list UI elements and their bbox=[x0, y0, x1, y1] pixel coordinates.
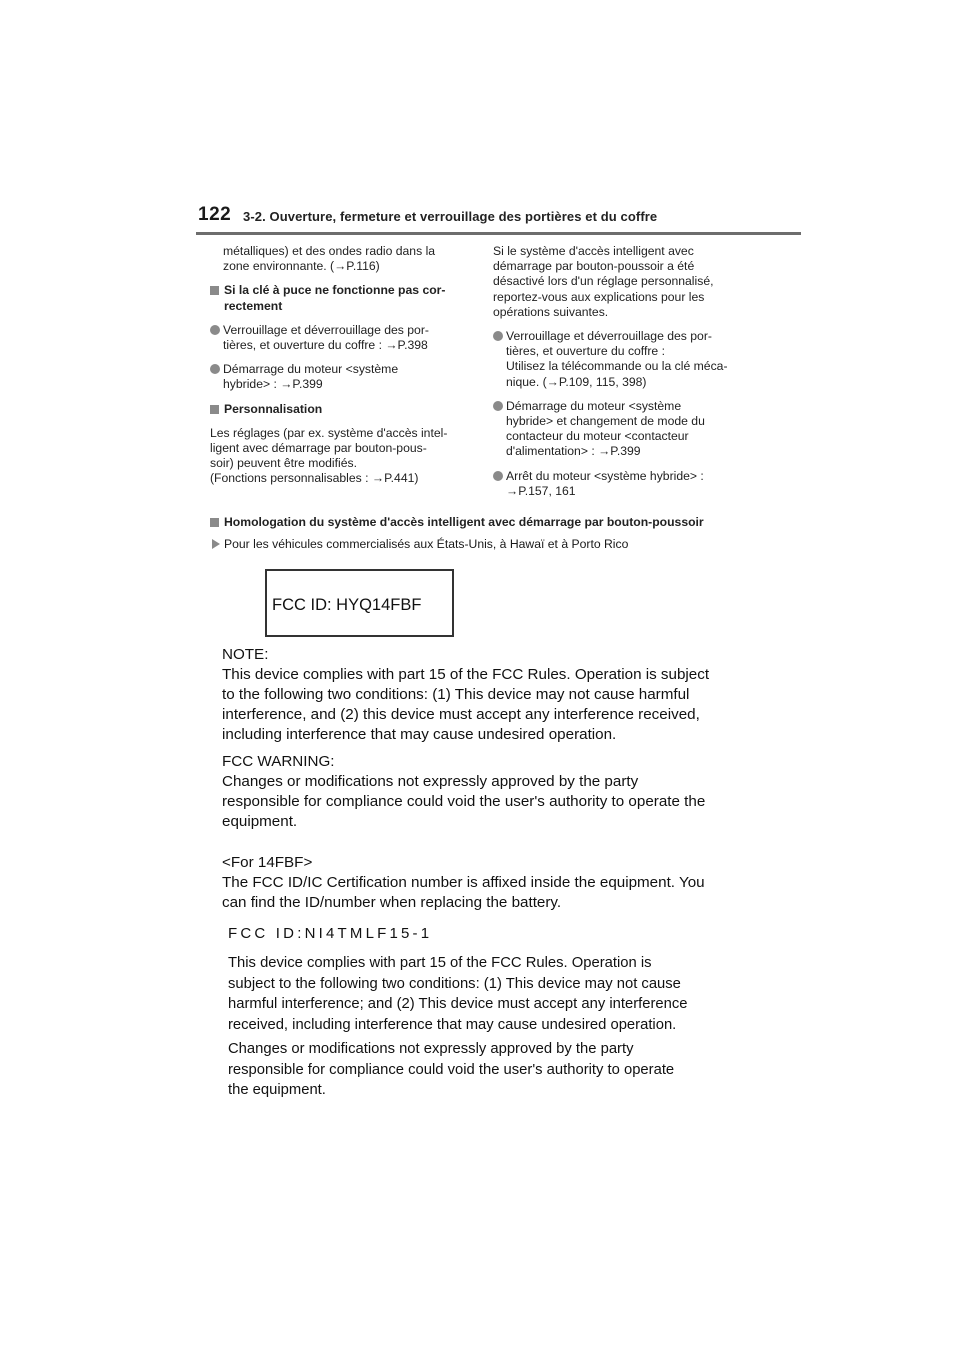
text-line: This device complies with part 15 of the FCC Rules. Operation is bbox=[228, 955, 652, 971]
bullet-item bbox=[493, 399, 758, 460]
text-line: equipment. bbox=[222, 813, 298, 830]
text-line: zone environnante. (→P.116) bbox=[223, 259, 380, 274]
square-bullet-icon bbox=[210, 405, 219, 414]
fcc-for14fbf bbox=[222, 853, 752, 913]
header-rule bbox=[196, 232, 801, 235]
personalization-heading bbox=[210, 402, 472, 417]
triangle-bullet-icon bbox=[212, 539, 220, 549]
text-line: interference, and (2) this device must accept any interference received, bbox=[222, 706, 700, 723]
fcc-id-box bbox=[265, 569, 454, 637]
text-line: subject to the following two conditions: (1) This device may not cause bbox=[228, 975, 681, 992]
text-line: Homologation du système d'accès intelligent avec démarrage par bouton-poussoir bbox=[224, 515, 704, 529]
bullet-item bbox=[210, 323, 472, 353]
circle-bullet-icon bbox=[493, 331, 503, 341]
text-line: FCC WARNING: bbox=[222, 753, 335, 770]
fcc-id-2: FCC ID:NI4TMLF15-1 bbox=[228, 925, 433, 942]
text-line: received, including interference that may cause undesired operation. bbox=[228, 1016, 677, 1033]
text-line: responsible for compliance could void the user's authority to operate bbox=[228, 1061, 675, 1078]
text-line: désactivé lors d'un réglage personnalisé, bbox=[493, 274, 714, 289]
text-line: hybride> : →P.399 bbox=[223, 377, 323, 392]
text-line: Utilisez la télécommande ou la clé méca- bbox=[506, 359, 728, 374]
bullet-item bbox=[493, 329, 758, 390]
text-line: démarrage par bouton-poussoir a été bbox=[493, 259, 695, 274]
square-bullet-icon bbox=[210, 286, 219, 295]
right-column bbox=[493, 244, 758, 508]
personalization-text bbox=[210, 426, 472, 487]
text-line: Arrêt du moteur <système hybride> : bbox=[506, 468, 704, 483]
text-line: Démarrage du moteur <système bbox=[506, 398, 682, 413]
text-line: Les réglages (par ex. système d'accès intel- bbox=[210, 425, 448, 440]
fcc-warning bbox=[222, 752, 752, 832]
text-line: soir) peuvent être modifiés. bbox=[210, 456, 357, 471]
circle-bullet-icon bbox=[210, 325, 220, 335]
text-line: opérations suivantes. bbox=[493, 304, 609, 319]
text-line: Verrouillage et déverrouillage des por- bbox=[223, 322, 429, 337]
bullet-item bbox=[210, 362, 472, 392]
text-line: can find the ID/number when replacing the battery. bbox=[222, 894, 562, 911]
text-line: ligent avec démarrage par bouton-pous- bbox=[210, 441, 427, 456]
text-line: →P.157, 161 bbox=[506, 483, 576, 498]
fcc-id-text: FCC ID: HYQ14FBF bbox=[272, 596, 422, 614]
continuation-text bbox=[210, 244, 472, 274]
text-line: <For 14FBF> bbox=[222, 854, 313, 871]
page-number: 122 bbox=[198, 204, 232, 225]
text-line: contacteur du moteur <contacteur bbox=[506, 429, 689, 444]
text-line: Personnalisation bbox=[224, 401, 323, 416]
text-line: tières, et ouverture du coffre : →P.398 bbox=[223, 338, 428, 353]
text-line: Verrouillage et déverrouillage des por- bbox=[506, 329, 712, 344]
text-line: harmful interference; and (2) This device must accept any interference bbox=[228, 996, 688, 1012]
text-line: Si la clé à puce ne fonctionne pas cor- bbox=[224, 283, 446, 298]
homologation-heading bbox=[210, 515, 770, 529]
left-column bbox=[210, 244, 472, 487]
text-line: hybride> et changement de mode du bbox=[506, 414, 705, 429]
text-line: métalliques) et des ondes radio dans la bbox=[223, 244, 436, 258]
square-bullet-icon bbox=[210, 518, 219, 527]
text-line: Pour les véhicules commercialisés aux États-Unis, à Hawaï et à Porto Rico bbox=[224, 537, 629, 551]
text-line: This device complies with part 15 of the FCC Rules. Operation is subject bbox=[222, 666, 710, 683]
smart-key-heading bbox=[210, 283, 472, 313]
text-line: nique. (→P.109, 115, 398) bbox=[506, 374, 647, 389]
text-line: Si le système d'accès intelligent avec bbox=[493, 244, 694, 258]
text-line: tières, et ouverture du coffre : bbox=[506, 344, 665, 359]
bullet-item bbox=[493, 469, 758, 499]
circle-bullet-icon bbox=[493, 401, 503, 411]
text-line: Changes or modifications not expressly approved by the party bbox=[228, 1041, 634, 1057]
market-note bbox=[210, 537, 628, 551]
text-line: d'alimentation> : →P.399 bbox=[506, 444, 641, 459]
text-line: to the following two conditions: (1) This device may not cause harmful bbox=[222, 686, 690, 703]
text-line: reportez-vous aux explications pour les bbox=[493, 289, 705, 304]
fcc-note bbox=[222, 645, 752, 745]
fcc-compliance-2 bbox=[228, 953, 728, 1035]
text-line: (Fonctions personnalisables : →P.441) bbox=[210, 471, 419, 486]
circle-bullet-icon bbox=[493, 471, 503, 481]
text-line: including interference that may cause undesired operation. bbox=[222, 726, 617, 743]
homologation-section bbox=[210, 515, 770, 529]
text-line: Changes or modifications not expressly approved by the party bbox=[222, 773, 639, 790]
circle-bullet-icon bbox=[210, 364, 220, 374]
fcc-changes-2 bbox=[228, 1039, 728, 1101]
intro-text bbox=[493, 244, 758, 320]
text-line: the equipment. bbox=[228, 1082, 326, 1098]
text-line: rectement bbox=[224, 298, 283, 313]
text-line: The FCC ID/IC Certification number is affixed inside the equipment. You bbox=[222, 874, 705, 891]
section-title: 3-2. Ouverture, fermeture et verrouillage des portières et du coffre bbox=[243, 209, 658, 224]
text-line: responsible for compliance could void the user's authority to operate the bbox=[222, 793, 706, 810]
text-line: NOTE: bbox=[222, 646, 269, 663]
text-line: Démarrage du moteur <système bbox=[223, 362, 399, 377]
